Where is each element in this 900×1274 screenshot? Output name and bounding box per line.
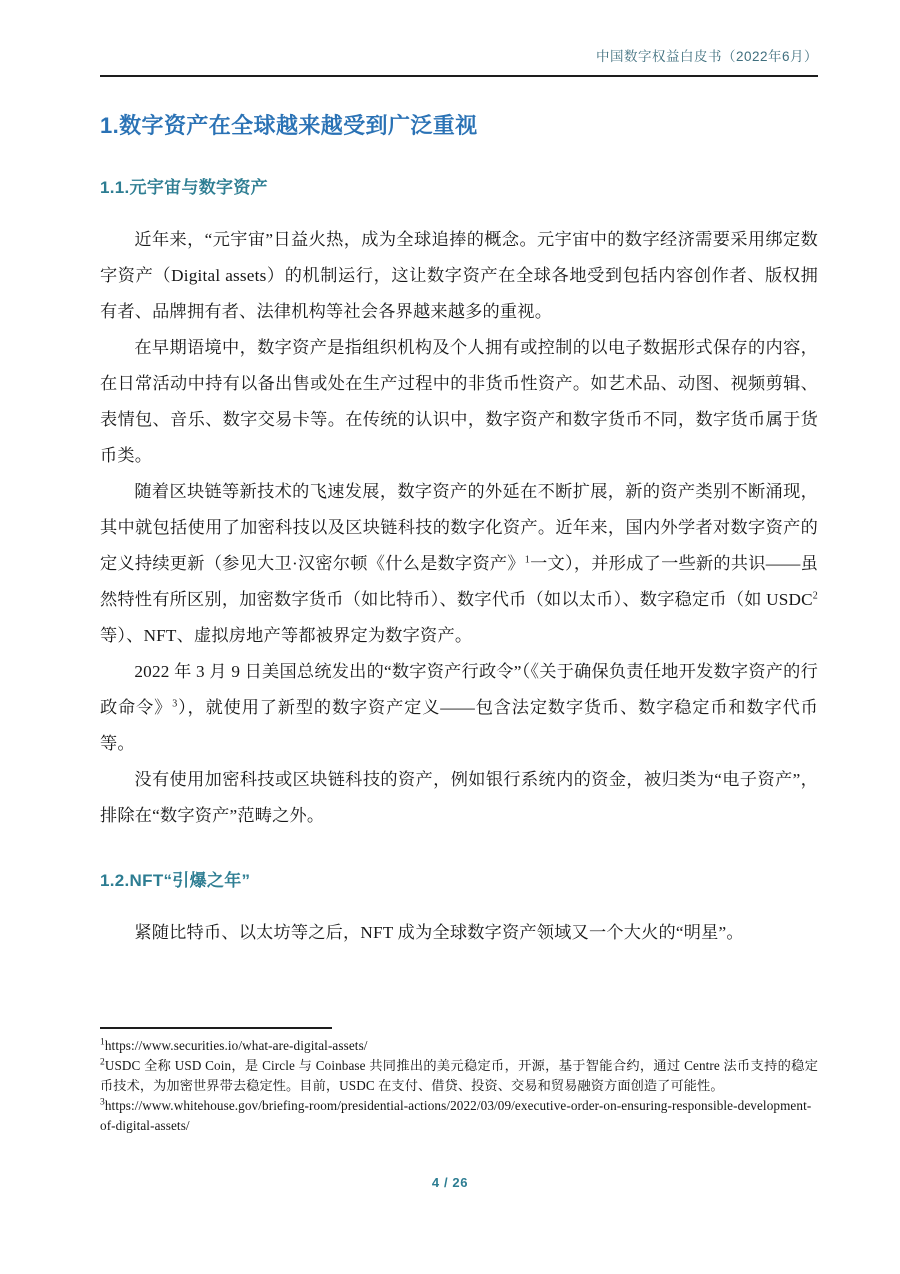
- footnote-text[interactable]: https://www.whitehouse.gov/briefing-room/presidential-actions/2022/03/09/executive-order-on-ensuring-responsible-development-of-digital-assets/: [100, 1098, 812, 1133]
- footnote-area: [100, 1027, 818, 1136]
- section-heading-1: 1.数字资产在全球越来越受到广泛重视: [100, 113, 478, 138]
- footnote-item: [100, 1036, 818, 1056]
- footnote-text[interactable]: https://www.securities.io/what-are-digital-assets/: [104, 1037, 368, 1053]
- paragraph-6: 紧随比特币、以太坊等之后，NFT 成为全球数字资产领域又一个大火的“明星”。: [134, 922, 744, 942]
- footnote-marker-1[interactable]: 1: [524, 553, 530, 565]
- footnote-marker-3[interactable]: 3: [172, 697, 178, 709]
- paragraph-1: 近年来，“元宇宙”日益火热，成为全球追捧的概念。元宇宙中的数字经济需要采用绑定数字资产（Digital assets）的机制运行，这让数字资产在全球各地受到包括内容创作者、版权拥有者、品牌拥有者、法律机构等社会各界越来越多的重视。: [100, 229, 818, 321]
- paragraph-4: [100, 654, 818, 762]
- paragraph-3-text-c: 等）、NFT、虚拟房地产等都被界定为数字资产。: [100, 625, 473, 645]
- page-header: [100, 48, 818, 77]
- footnote-divider: [100, 1027, 332, 1029]
- footnote-number: 2: [100, 1057, 105, 1068]
- paragraph-2: 在早期语境中，数字资产是指组织机构及个人拥有或控制的以电子数据形式保存的内容，在日常活动中持有以备出售或处在生产过程中的非货币性资产。如艺术品、动图、视频剪辑、表情包、音乐、数字交易卡等。在传统的认识中，数字资产和数字货币不同，数字货币属于货币类。: [100, 337, 818, 465]
- footnote-number: 1: [100, 1037, 105, 1048]
- paragraph-4-text-b: ），就使用了新型的数字资产定义——包含法定数字货币、数字稳定币和数字代币等。: [100, 697, 818, 753]
- footnote-number: 3: [100, 1097, 105, 1108]
- footnote-text: USDC 全称 USD Coin，是 Circle 与 Coinbase 共同推出的美元稳定币，开源，基于智能合约，通过 Centre 法币支持的稳定币技术，为加密世界带去稳定性。目前，USDC 在支付、借贷、投资、交易和贸易融资方面创造了可能性。: [100, 1058, 818, 1093]
- footnote-item: [100, 1096, 818, 1135]
- paragraph-3: [100, 474, 818, 654]
- paragraph-5: 没有使用加密科技或区块链科技的资产，例如银行系统内的资金，被归类为“电子资产”，排除在“数字资产”范畴之外。: [100, 769, 818, 825]
- paragraph-3-text-a: 随着区块链等新技术的飞速发展，数字资产的外延在不断扩展，新的资产类别不断涌现，其中就包括使用了加密科技以及区块链科技的数字化资产。近年来，国内外学者对数字资产的定义持续更新（参见大卫·汉密尔顿《什么是数字资产》: [100, 481, 818, 573]
- header-title: 中国数字权益白皮书（2022年6月）: [595, 49, 818, 64]
- paragraph-3-text-b: 一文），并形成了一些新的共识——虽然特性有所区别，加密数字货币（如比特币）、数字代币（如以太币）、数字稳定币（如 USDC: [100, 553, 818, 609]
- footnote-marker-2[interactable]: 2: [812, 589, 818, 601]
- document-body: [100, 103, 818, 951]
- paragraph-4-text-a: 2022 年 3 月 9 日美国总统发出的“数字资产行政令”（《关于确保负责任地开发数字资产的行政命令》: [100, 661, 818, 717]
- page-number: 4 / 26: [431, 1175, 469, 1190]
- section-heading-1-1: 1.1.元宇宙与数字资产: [100, 177, 268, 197]
- section-heading-1-2: 1.2.NFT“引爆之年”: [100, 870, 251, 890]
- footnote-item: [100, 1056, 818, 1095]
- header-divider: [100, 75, 818, 77]
